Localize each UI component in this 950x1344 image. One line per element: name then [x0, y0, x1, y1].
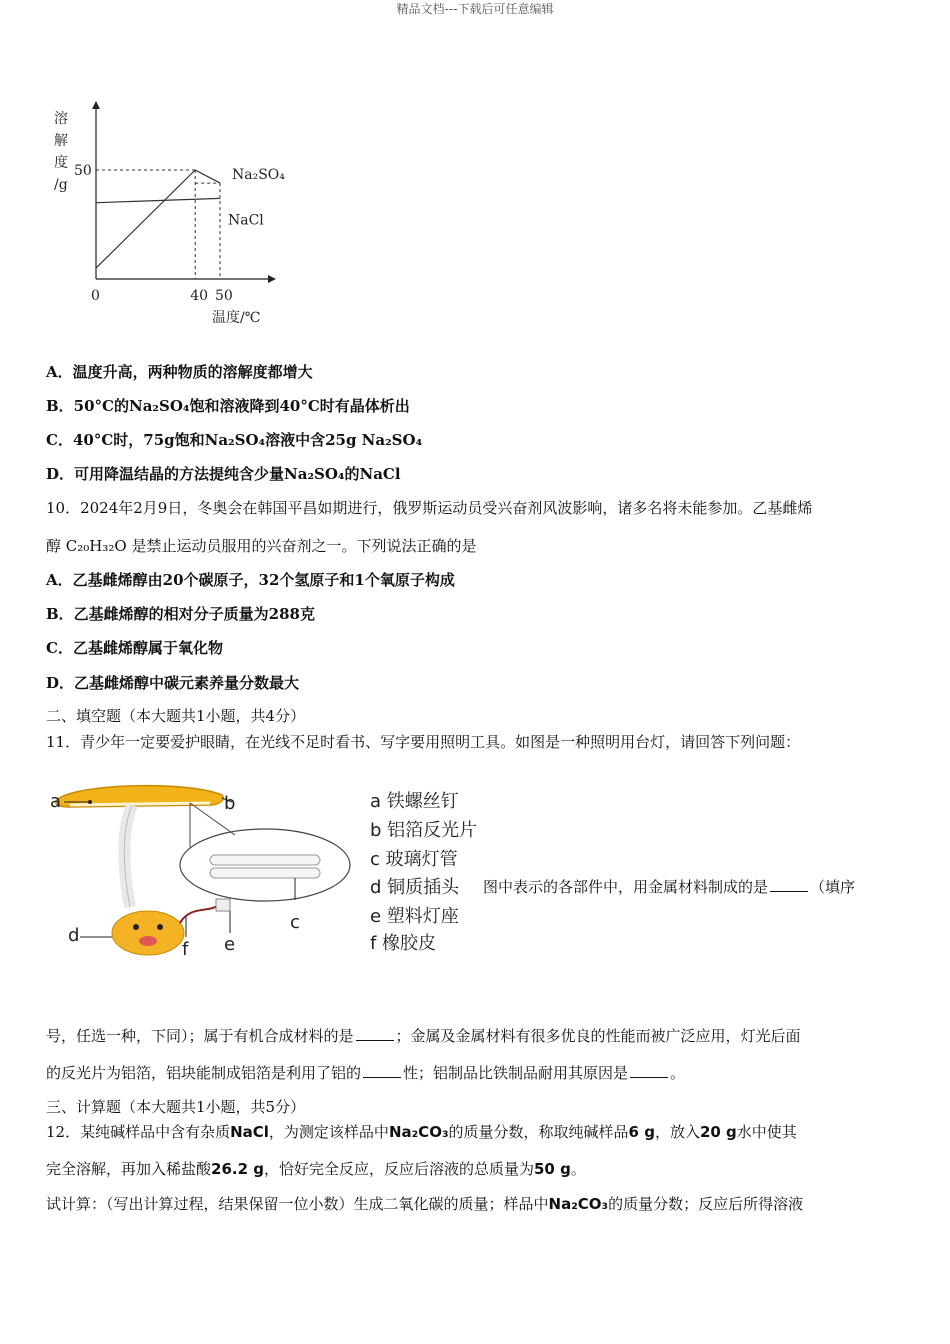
q12-l1e: 的质量分数，称取纯碱样品	[448, 1123, 629, 1141]
q12-l2b: 26.2 g	[211, 1160, 264, 1178]
series-label-na2so4: Na₂SO₄	[232, 167, 285, 184]
y-axis-label-char: /g	[54, 177, 68, 193]
legend-d: d 铜质插头	[370, 877, 460, 898]
y-axis-label-char: 溶	[54, 111, 68, 127]
q10-stem-line2: 醇 C₂₀H₃₂O 是禁止运动员服用的兴奋剂之一。下列说法正确的是	[46, 537, 477, 555]
q11-blank-metal[interactable]	[770, 890, 808, 892]
q11-blank-property[interactable]	[363, 1076, 401, 1078]
q12-l2e: 。	[570, 1160, 586, 1178]
q12-l2c: ，恰好完全反应，反应后溶液的总质量为	[263, 1160, 534, 1178]
q11-line3a: 的反光片为铝箔，铝块能制成铝箔是利用了铝的	[46, 1064, 362, 1082]
q12-l1f: 6 g	[628, 1123, 655, 1141]
y-axis-label-char: 解	[54, 133, 68, 149]
q10-stem-line1: 10．2024年2月9日，冬奥会在韩国平昌如期进行，俄罗斯运动员受兴奋剂风波影响，诸多名将未能参加。乙基雌烯	[46, 499, 813, 517]
pointer-a: a	[50, 791, 62, 812]
q9-option-d: D．可用降温结晶的方法提纯含少量Na₂SO₄的NaCl	[46, 465, 401, 483]
x-axis-label: 温度/℃	[212, 310, 261, 326]
q12-l2a: 完全溶解，再加入稀盐酸	[46, 1160, 212, 1178]
y-axis-label-char: 度	[54, 155, 68, 171]
x-tick-label: 0	[91, 288, 100, 304]
q11-inline-text: 图中表示的各部件中，用金属材料制成的是	[483, 878, 769, 896]
q12-l1a: 12．某纯碱样品中含有杂质	[46, 1123, 231, 1141]
q10-option-c: C．乙基雌烯醇属于氧化物	[46, 639, 223, 657]
q11-line3b: 性；铝制品比铁制品耐用其原因是	[403, 1064, 629, 1082]
q9-option-c: C．40°C时，75g饱和Na₂SO₄溶液中含25g Na₂SO₄	[46, 431, 423, 449]
q11-line3c: 。	[670, 1064, 686, 1082]
legend-f: f 橡胶皮	[370, 933, 437, 954]
q12-line2	[46, 1158, 586, 1179]
q11-blank-organic[interactable]	[356, 1039, 394, 1041]
q12-l1d: Na₂CO₃	[388, 1123, 449, 1141]
q12-line3	[46, 1193, 803, 1214]
q12-l1h: 20 g	[699, 1123, 737, 1141]
desk-lamp-figure	[40, 765, 480, 965]
q11-line2b: ；金属及金属材料有很多优良的性能而被广泛应用，灯光后面	[395, 1027, 801, 1045]
q11-stem: 11．青少年一定要爱护眼睛，在光线不足时看书、写字要用照明工具。如图是一种照明用台灯，请回答下列问题：	[46, 733, 801, 751]
section-calc-heading: 三、计算题（本大题共1小题，共5分）	[46, 1098, 306, 1116]
q11-line3	[46, 1062, 685, 1083]
q9-option-a: A．温度升高，两种物质的溶解度都增大	[46, 363, 313, 381]
x-axis-arrow	[268, 275, 276, 283]
q12-l3a: 试计算：（写出计算过程，结果保留一位小数）生成二氧化碳的质量；样品中	[46, 1195, 549, 1213]
q12-l3c: 的质量分数；反应后所得溶液	[608, 1195, 804, 1213]
legend-e: e 塑料灯座	[370, 906, 459, 927]
pointer-b: b	[224, 793, 236, 814]
legend-b: b 铝箔反光片	[370, 820, 478, 841]
q12-line1	[46, 1121, 797, 1142]
pointer-e: e	[224, 934, 236, 955]
solubility-chart	[40, 95, 320, 335]
q12-l2d: 50 g	[534, 1160, 571, 1178]
series-nacl-line	[96, 198, 220, 202]
pointer-d: d	[68, 925, 80, 946]
y-axis-arrow	[92, 101, 100, 109]
x-tick-label: 50	[215, 288, 233, 304]
series-na2so4-line	[96, 170, 220, 268]
q10-option-d: D．乙基雌烯醇中碳元素养量分数最大	[46, 674, 300, 692]
q12-l3b: Na₂CO₃	[548, 1195, 609, 1213]
q12-l1i: 水中使其	[736, 1123, 797, 1141]
q11-blank-reason[interactable]	[630, 1076, 668, 1078]
x-tick-label: 40	[190, 288, 209, 304]
q12-l1b: NaCl	[230, 1123, 269, 1141]
q11-line2	[46, 1025, 801, 1046]
q10-option-a: A．乙基雌烯醇由20个碳原子，32个氢原子和1个氧原子构成	[46, 571, 455, 589]
q12-l1c: ，为测定该样品中	[268, 1123, 389, 1141]
q10-option-b: B．乙基雌烯醇的相对分子质量为288克	[46, 605, 315, 623]
legend-c: c 玻璃灯管	[370, 849, 458, 870]
q9-option-b: B．50°C的Na₂SO₄饱和溶液降到40°C时有晶体析出	[46, 397, 410, 415]
pointer-f: f	[182, 939, 189, 960]
q12-l1g: ，放入	[654, 1123, 700, 1141]
legend-a: a 铁螺丝钉	[370, 791, 459, 812]
section-fill-blank-heading: 二、填空题（本大题共1小题，共4分）	[46, 707, 306, 725]
pointer-c: c	[290, 912, 300, 933]
y-tick-label: 50	[74, 163, 92, 179]
page-header: 精品文档---下载后可任意编辑	[396, 2, 554, 16]
q11-inline	[483, 876, 855, 897]
q11-inline-tail: （填序	[810, 878, 856, 896]
q11-line2a: 号，任选一种，下同）；属于有机合成材料的是	[46, 1027, 354, 1045]
series-label-nacl: NaCl	[228, 212, 264, 229]
